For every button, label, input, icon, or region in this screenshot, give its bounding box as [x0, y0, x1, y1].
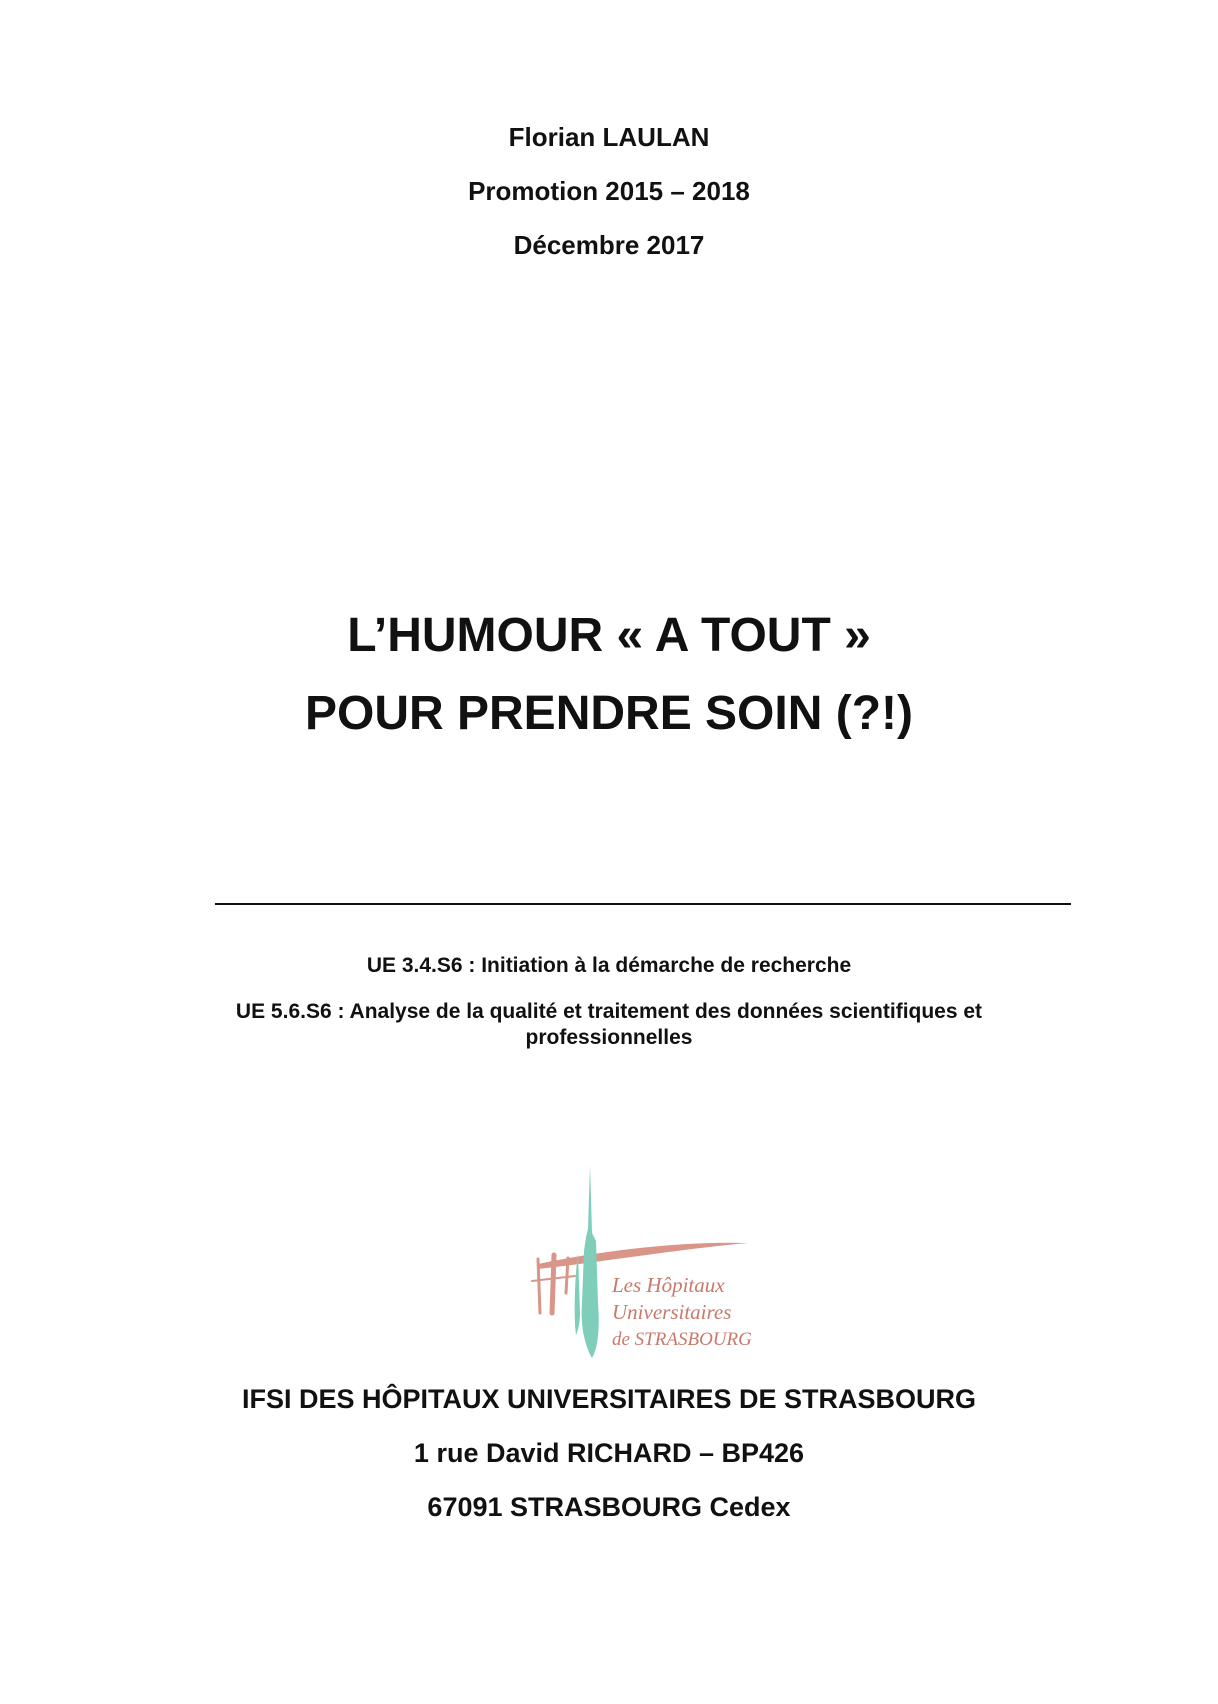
logo-text-line-2: Universitaires: [612, 1300, 732, 1324]
ue-3-4-s6: UE 3.4.S6 : Initiation à la démarche de recherche: [366, 954, 852, 977]
logo-text-line-1: Les Hôpitaux: [612, 1273, 725, 1297]
ue-5-6-s6-line-1: UE 5.6.S6 : Analyse de la qualité et traitement des données scientifiques et: [235, 1000, 983, 1023]
horizontal-divider: [215, 903, 1071, 905]
author-name: Florian LAULAN: [508, 122, 710, 152]
logo-text-line-3: de STRASBOURG: [612, 1329, 752, 1350]
logo-swoosh: [538, 1243, 748, 1269]
title-line-1: L’HUMOUR « A TOUT »: [347, 609, 871, 662]
institution-city: 67091 STRASBOURG Cedex: [427, 1492, 791, 1522]
document-date: Décembre 2017: [513, 230, 705, 260]
logo-stroke-3: [566, 1258, 568, 1293]
institution-address: 1 rue David RICHARD – BP426: [413, 1438, 805, 1468]
logo-stroke-2: [552, 1255, 554, 1313]
institution-name: IFSI DES HÔPITAUX UNIVERSITAIRES DE STRASBOURG: [241, 1384, 977, 1414]
promotion-years: Promotion 2015 – 2018: [468, 176, 750, 206]
logo-spire-side: [575, 1253, 580, 1335]
hus-logo: [530, 1163, 770, 1363]
logo-cathedral-spire: [582, 1165, 599, 1358]
logo-stroke-1: [538, 1259, 540, 1313]
ue-5-6-s6-line-2: professionnelles: [525, 1026, 693, 1049]
title-line-2: POUR PRENDRE SOIN (?!): [304, 687, 913, 740]
